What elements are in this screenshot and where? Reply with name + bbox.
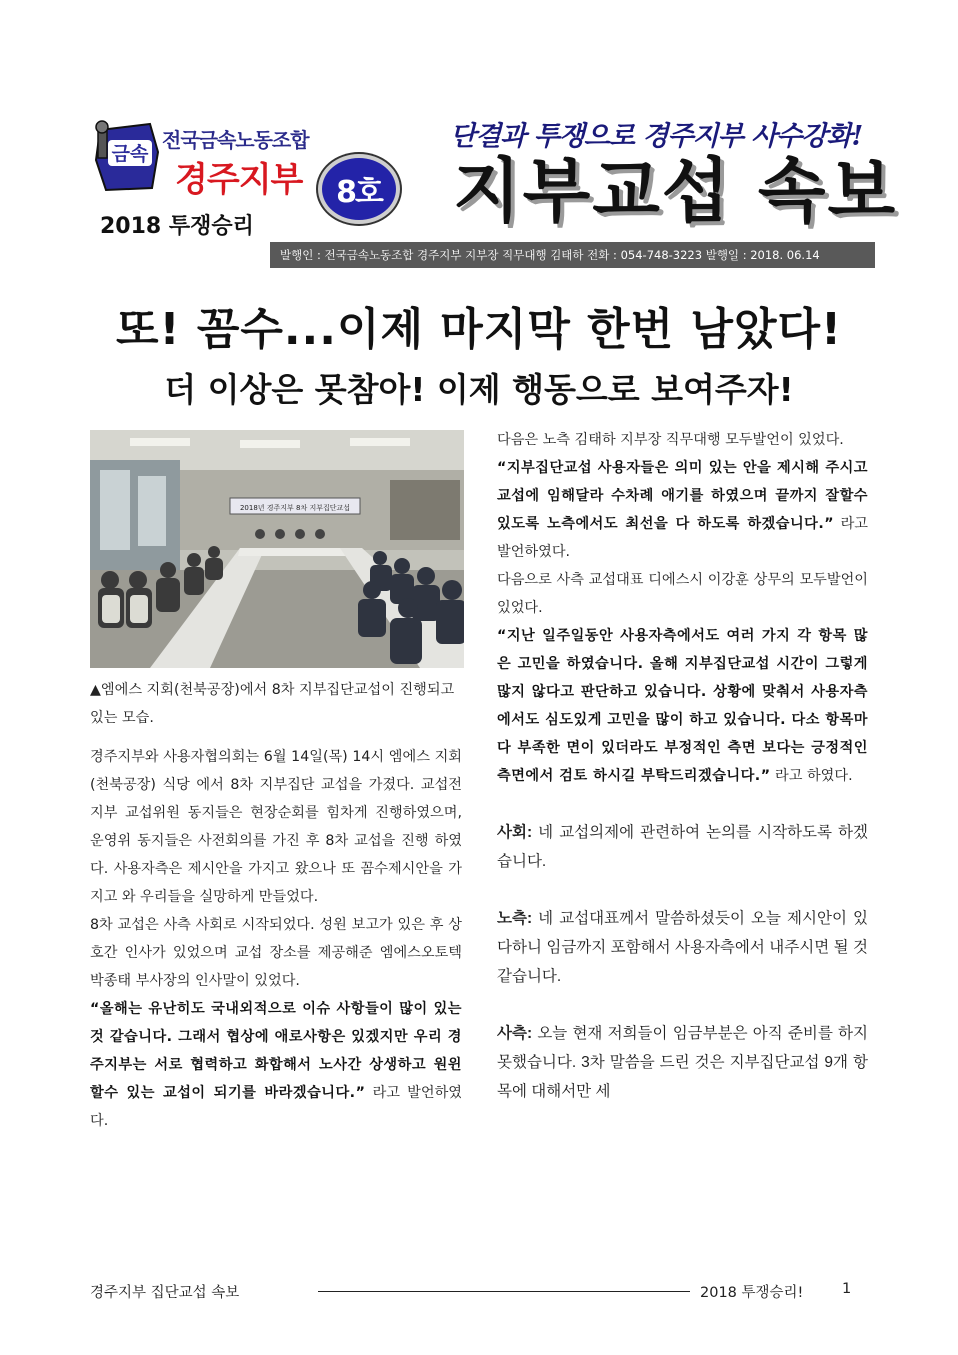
photo-banner-text: 2018년 경주지부 8차 지부집단교섭 [239,504,351,512]
union-logo [92,118,162,194]
right-paragraph-1: 다음은 노측 김태하 지부장 직무대행 모두발언이 있었다. [497,432,844,448]
dialog-speaker: 사측: [497,1025,533,1042]
headline: 또! 꼼수...이제 마지막 한번 남았다! [115,304,843,355]
issue-number-badge [318,154,400,224]
subheadline: 더 이상은 못참아! 이제 행동으로 보여주자! [164,370,794,409]
meeting-photo [90,430,464,668]
right-paragraph-2: 다음으로 사측 교섭대표 디에스시 이강훈 상무의 모두발언이 있었다. [497,572,868,616]
right-quote-2-tail: 라고 하였다. [770,768,853,784]
publisher-bar: 발행인 : 전국금속노동조합 경주지부 지부장 직무대행 김태하 전화 : 054-748-3223 발행일 : 2018. 06.14 [270,242,875,268]
branch-name: 경주지부 [175,160,303,200]
dialog-text: 네 교섭의제에 관련하여 논의를 시작하도록 하겠습니다. [497,824,868,870]
dialog-speaker: 노측: [497,910,533,927]
right-quote-1-tail: 라고 발언하였다. [497,516,869,560]
page-number: 1 [842,1281,852,1297]
slogan: 단결과 투쟁으로 경주지부 사수강화! [450,121,863,152]
photo-caption: ▲엠에스 지회(천북공장)에서 8차 지부집단교섭이 진행되고 있는 모습. [90,682,455,726]
right-column [497,426,868,1106]
footer-divider [318,1291,690,1292]
footer-title: 경주지부 집단교섭 속보 [90,1285,240,1301]
logo-text: 금속 [111,143,149,165]
left-quote: “올해는 유난히도 국내외적으로 이슈 사항들이 많이 있는것 같습니다. 그래서 협상에 애로사항은 있겠지만 우리 경주지부는 서로 협력하고 화합해서 노사간 상생하고 원윈할수 있는 교섭이 되기를 바라겠습니다.” [90,1001,462,1101]
left-quote-paragraph [90,995,462,1135]
dialog-line [497,818,868,876]
issue-number: 8호 [336,175,382,210]
right-quote-2: “지난 일주일동안 사용자측에서도 여러 가지 각 항목 많은 고민을 하였습니다. 올해 지부집단교섭 시간이 그렇게 많지 않다고 판단하고 있습니다. 상황에 맞춰서 사용자측에서도 심도있게 고민을 많이 하고 있습니다. 다소 항목마다 부족한 면이 있더라도 부정적인 측면 보다는 긍정적인 측면에서 검토 하시길 부탁드리겠습니다.” [497,628,868,784]
left-quote-tail: 라고 발언하였다. [90,1085,462,1129]
dialog-text: 오늘 현재 저희들이 임금부분은 아직 준비를 하지 못했습니다. 3차 말씀을 드린 것은 지부집단교섭 9개 항목에 대해서만 세 [497,1025,868,1100]
union-name: 전국금속노동조합 [162,128,309,152]
dialog-line [497,1019,868,1106]
footer-slogan: 2018 투쟁승리! [700,1285,804,1301]
victory-label: 2018 투쟁승리 [100,214,254,239]
dialog-line [497,904,868,991]
right-quote2-paragraph [497,622,868,790]
right-quote-1: “지부집단교섭 사용자들은 의미 있는 안을 제시해 주시고 교섭에 임해달라 수차례 애기를 하였으며 끝까지 잘할수 있도록 노측에서도 최선을 다 하도록 하겠습니다.” [497,460,868,532]
dialog-text: 네 교섭대표께서 말씀하셨듯이 오늘 제시안이 있다하니 임금까지 포함해서 사용자측에서 내주시면 될 것 같습니다. [497,910,868,985]
left-paragraph-2: 8차 교섭은 사측 사회로 시작되었다. 성원 보고가 있은 후 상호간 인사가 있었으며 교섭 장소를 제공해준 엠에스오토텍 박종태 부사장의 인사말이 있었다. [90,917,462,989]
bulletin-title: 지부교섭 속보 [453,150,898,232]
right-quote1-paragraph [497,454,868,566]
dialog-speaker: 사회: [497,824,533,841]
left-paragraph-1: 경주지부와 사용자협의회는 6월 14일(목) 14시 엠에스 지회(천북공장) 식당 에서 8차 지부집단 교섭을 가졌다. 교섭전 지부 교섭위원 동지들은 현장순회를 힘차게 진행하였으며, 운영위 동지들은 사전회의를 가진 후 8차 교섭을 진행 하였다. 사용자측은 제시안을 가지고 왔으나 또 꼼수제시안을 가지고 와 우리들을 실망하게 만들었다. [90,749,462,905]
left-column [90,743,462,1135]
